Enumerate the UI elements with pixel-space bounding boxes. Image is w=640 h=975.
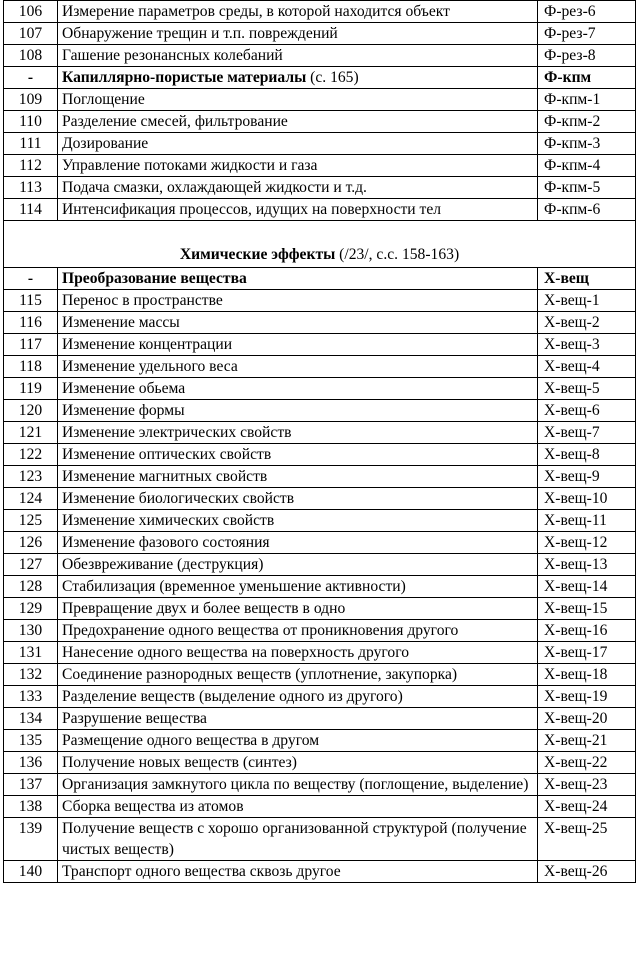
row-code: Х-вещ-19 bbox=[538, 686, 636, 708]
table-row bbox=[4, 686, 636, 708]
row-description: Предохранение одного вещества от проникновения другого bbox=[58, 620, 538, 642]
row-number: 137 bbox=[4, 774, 58, 796]
table-row bbox=[4, 444, 636, 466]
table-row bbox=[4, 45, 636, 67]
row-code: Х-вещ-24 bbox=[538, 796, 636, 818]
row-code: Х-вещ-12 bbox=[538, 532, 636, 554]
table-row bbox=[4, 510, 636, 532]
row-code: Х-вещ-21 bbox=[538, 730, 636, 752]
row-code: Х-вещ-22 bbox=[538, 752, 636, 774]
table-row bbox=[4, 23, 636, 45]
row-number: 116 bbox=[4, 312, 58, 334]
row-description: Изменение химических свойств bbox=[58, 510, 538, 532]
row-description: Стабилизация (временное уменьшение активности) bbox=[58, 576, 538, 598]
row-description: Изменение биологических свойств bbox=[58, 488, 538, 510]
row-description: Изменение магнитных свойств bbox=[58, 466, 538, 488]
row-code: Х-вещ-15 bbox=[538, 598, 636, 620]
row-number: 106 bbox=[4, 1, 58, 23]
row-code: Х-вещ-4 bbox=[538, 356, 636, 378]
row-description: Обнаружение трещин и т.п. повреждений bbox=[58, 23, 538, 45]
table-row bbox=[4, 111, 636, 133]
section-title: Преобразование вещества bbox=[62, 270, 247, 287]
row-description: Поглощение bbox=[58, 89, 538, 111]
row-code: Ф-кпм-3 bbox=[538, 133, 636, 155]
row-number: 140 bbox=[4, 861, 58, 883]
row-code: Х-вещ-7 bbox=[538, 422, 636, 444]
table-row bbox=[4, 620, 636, 642]
row-number: 111 bbox=[4, 133, 58, 155]
row-description: Изменение электрических свойств bbox=[58, 422, 538, 444]
row-number: 110 bbox=[4, 111, 58, 133]
row-code: Х-вещ-26 bbox=[538, 861, 636, 883]
table-row bbox=[4, 488, 636, 510]
row-description: Изменение массы bbox=[58, 312, 538, 334]
row-code: Ф-кпм-5 bbox=[538, 177, 636, 199]
row-number: 119 bbox=[4, 378, 58, 400]
row-code: Х-вещ-11 bbox=[538, 510, 636, 532]
row-code: Ф-кпм-2 bbox=[538, 111, 636, 133]
row-code: Х-вещ-2 bbox=[538, 312, 636, 334]
row-number: 107 bbox=[4, 23, 58, 45]
row-description: Измерение параметров среды, в которой находится объект bbox=[58, 1, 538, 23]
row-description: Изменение концентрации bbox=[58, 334, 538, 356]
table-row bbox=[4, 598, 636, 620]
table-row bbox=[4, 818, 636, 861]
row-code: Ф-кпм bbox=[538, 67, 636, 89]
row-description: Перенос в пространстве bbox=[58, 290, 538, 312]
row-description: Интенсификация процессов, идущих на поверхности тел bbox=[58, 199, 538, 221]
row-description: Сборка вещества из атомов bbox=[58, 796, 538, 818]
table-row bbox=[4, 1, 636, 23]
row-description: Подача смазки, охлаждающей жидкости и т.д. bbox=[58, 177, 538, 199]
row-number: 124 bbox=[4, 488, 58, 510]
row-description: Получение веществ с хорошо организованной структурой (получение чистых веществ) bbox=[58, 818, 538, 861]
row-code: Ф-рез-8 bbox=[538, 45, 636, 67]
row-number: 131 bbox=[4, 642, 58, 664]
row-number: 108 bbox=[4, 45, 58, 67]
table-row bbox=[4, 356, 636, 378]
row-code: Х-вещ-8 bbox=[538, 444, 636, 466]
chem-heading-source: (/23/, с.с. 158-163) bbox=[335, 246, 460, 263]
row-number: 122 bbox=[4, 444, 58, 466]
row-number: - bbox=[4, 268, 58, 290]
row-code: Х-вещ-1 bbox=[538, 290, 636, 312]
row-description bbox=[58, 67, 538, 89]
row-code: Х-вещ bbox=[538, 268, 636, 290]
row-code: Х-вещ-16 bbox=[538, 620, 636, 642]
row-code: Ф-рез-7 bbox=[538, 23, 636, 45]
row-description: Дозирование bbox=[58, 133, 538, 155]
row-code: Х-вещ-23 bbox=[538, 774, 636, 796]
row-number: - bbox=[4, 67, 58, 89]
table-row bbox=[4, 199, 636, 221]
row-description: Изменение оптических свойств bbox=[58, 444, 538, 466]
row-description bbox=[58, 268, 538, 290]
row-code: Х-вещ-25 bbox=[538, 818, 636, 861]
row-number: 133 bbox=[4, 686, 58, 708]
table-row bbox=[4, 730, 636, 752]
row-number: 135 bbox=[4, 730, 58, 752]
table-row bbox=[4, 133, 636, 155]
table-row bbox=[4, 312, 636, 334]
section-row-veshch bbox=[4, 268, 636, 290]
table-row bbox=[4, 752, 636, 774]
row-description: Изменение удельного веса bbox=[58, 356, 538, 378]
row-number: 138 bbox=[4, 796, 58, 818]
row-code: Ф-рез-6 bbox=[538, 1, 636, 23]
table-row bbox=[4, 861, 636, 883]
row-code: Х-вещ-9 bbox=[538, 466, 636, 488]
row-number: 130 bbox=[4, 620, 58, 642]
row-code: Х-вещ-10 bbox=[538, 488, 636, 510]
table-row bbox=[4, 422, 636, 444]
table-row bbox=[4, 155, 636, 177]
row-number: 112 bbox=[4, 155, 58, 177]
table-row bbox=[4, 532, 636, 554]
row-number: 109 bbox=[4, 89, 58, 111]
chem-heading-title: Химические эффекты bbox=[179, 246, 336, 263]
section-source: (с. 165) bbox=[306, 69, 359, 86]
row-code: Х-вещ-13 bbox=[538, 554, 636, 576]
row-description: Разделение смесей, фильтрование bbox=[58, 111, 538, 133]
row-code: Ф-кпм-6 bbox=[538, 199, 636, 221]
row-description: Получение новых веществ (синтез) bbox=[58, 752, 538, 774]
table-row bbox=[4, 796, 636, 818]
row-description: Гашение резонансных колебаний bbox=[58, 45, 538, 67]
row-code: Х-вещ-5 bbox=[538, 378, 636, 400]
row-description: Нанесение одного вещества на поверхность другого bbox=[58, 642, 538, 664]
row-code: Х-вещ-6 bbox=[538, 400, 636, 422]
row-number: 113 bbox=[4, 177, 58, 199]
row-number: 125 bbox=[4, 510, 58, 532]
table-row bbox=[4, 400, 636, 422]
row-number: 121 bbox=[4, 422, 58, 444]
row-number: 117 bbox=[4, 334, 58, 356]
row-code: Х-вещ-17 bbox=[538, 642, 636, 664]
effects-table-body bbox=[4, 1, 636, 883]
row-description: Изменение фазового состояния bbox=[58, 532, 538, 554]
row-number: 139 bbox=[4, 818, 58, 861]
row-code: Ф-кпм-4 bbox=[538, 155, 636, 177]
row-code: Х-вещ-14 bbox=[538, 576, 636, 598]
row-number: 115 bbox=[4, 290, 58, 312]
row-description: Транспорт одного вещества сквозь другое bbox=[58, 861, 538, 883]
row-number: 127 bbox=[4, 554, 58, 576]
table-row bbox=[4, 708, 636, 730]
row-number: 132 bbox=[4, 664, 58, 686]
row-code: Х-вещ-3 bbox=[538, 334, 636, 356]
row-description: Разделение веществ (выделение одного из другого) bbox=[58, 686, 538, 708]
row-number: 118 bbox=[4, 356, 58, 378]
row-code: Х-вещ-20 bbox=[538, 708, 636, 730]
row-description: Разрушение вещества bbox=[58, 708, 538, 730]
chem-effects-heading-row bbox=[4, 221, 636, 268]
section-row-kpm bbox=[4, 67, 636, 89]
section-title: Капиллярно-пористые материалы bbox=[62, 69, 307, 86]
row-number: 136 bbox=[4, 752, 58, 774]
table-row bbox=[4, 576, 636, 598]
row-number: 126 bbox=[4, 532, 58, 554]
row-description: Организация замкнутого цикла по веществу (поглощение, выделение) bbox=[58, 774, 538, 796]
row-description: Управление потоками жидкости и газа bbox=[58, 155, 538, 177]
effects-table bbox=[3, 0, 636, 883]
row-description: Размещение одного вещества в другом bbox=[58, 730, 538, 752]
table-row bbox=[4, 664, 636, 686]
table-row bbox=[4, 642, 636, 664]
table-row bbox=[4, 466, 636, 488]
row-number: 123 bbox=[4, 466, 58, 488]
table-row bbox=[4, 290, 636, 312]
table-row bbox=[4, 774, 636, 796]
row-description: Изменение обьема bbox=[58, 378, 538, 400]
row-description: Обезвреживание (деструкция) bbox=[58, 554, 538, 576]
table-row bbox=[4, 89, 636, 111]
row-code: Х-вещ-18 bbox=[538, 664, 636, 686]
row-number: 114 bbox=[4, 199, 58, 221]
row-number: 134 bbox=[4, 708, 58, 730]
table-row bbox=[4, 554, 636, 576]
row-description: Превращение двух и более веществ в одно bbox=[58, 598, 538, 620]
chem-effects-heading bbox=[4, 221, 636, 268]
table-row bbox=[4, 378, 636, 400]
row-number: 128 bbox=[4, 576, 58, 598]
row-number: 129 bbox=[4, 598, 58, 620]
table-row bbox=[4, 334, 636, 356]
row-description: Изменение формы bbox=[58, 400, 538, 422]
row-number: 120 bbox=[4, 400, 58, 422]
row-description: Соединение разнородных веществ (уплотнение, закупорка) bbox=[58, 664, 538, 686]
table-row bbox=[4, 177, 636, 199]
row-code: Ф-кпм-1 bbox=[538, 89, 636, 111]
